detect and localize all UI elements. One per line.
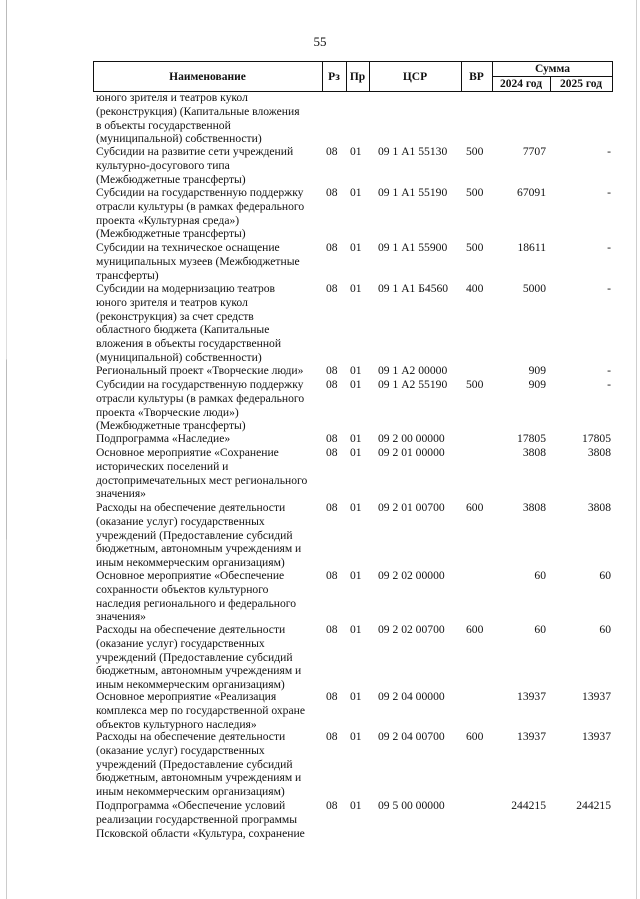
row-sum-2024: 5000	[522, 282, 546, 295]
row-rz: 08	[326, 378, 338, 391]
row-sum-2025: -	[607, 364, 611, 377]
row-vr: 500	[466, 145, 484, 158]
row-rz: 08	[326, 241, 338, 254]
row-sum-2024: 13937	[517, 730, 546, 743]
row-pr: 01	[350, 186, 362, 199]
header-pr: Пр	[349, 70, 366, 83]
row-sum-2025: 3808	[587, 446, 611, 459]
row-vr: 500	[466, 186, 484, 199]
row-rz: 08	[326, 623, 338, 636]
row-name: Расходы на обеспечение деятельности (оказание услуг) государственных учреждений (Предоставление субсидий бюджетным, автономным учреждениям и иным некоммерческим организациям)	[96, 623, 302, 692]
page-number: 55	[313, 34, 327, 49]
row-rz: 08	[326, 730, 338, 743]
row-sum-2025: 60	[599, 569, 611, 582]
row-rz: 08	[326, 501, 338, 514]
row-pr: 01	[350, 446, 362, 459]
header-2024: 2024 год	[499, 78, 543, 90]
row-sum-2025: 244215	[576, 799, 611, 812]
row-sum-2025: 3808	[587, 501, 611, 514]
row-name: Субсидии на государственную поддержку отрасли культуры (в рамках федерального проекта «Творческие люди») (Межбюджетные трансферты)	[96, 378, 305, 433]
row-csr: 09 1 А1 55190	[378, 186, 448, 199]
row-name: Расходы на обеспечение деятельности (оказание услуг) государственных учреждений (Предоставление субсидий бюджетным, автономным учреждениям и иным некоммерческим организациям)	[96, 730, 302, 799]
row-sum-2025: -	[607, 145, 611, 158]
row-pr: 01	[350, 432, 362, 445]
row-rz: 08	[326, 282, 338, 295]
row-sum-2025: 17805	[582, 432, 611, 445]
row-vr: 500	[466, 378, 484, 391]
row-rz: 08	[326, 446, 338, 459]
row-pr: 01	[350, 145, 362, 158]
row-csr: 09 2 01 00000	[378, 446, 445, 459]
row-csr: 09 2 04 00000	[378, 690, 445, 703]
row-pr: 01	[350, 282, 362, 295]
row-csr: 09 1 А1 Б4560	[378, 282, 449, 295]
row-csr: 09 1 А1 55130	[378, 145, 448, 158]
row-rz: 08	[326, 690, 338, 703]
row-sum-2024: 7707	[522, 145, 546, 158]
header-rz: Рз	[328, 70, 340, 83]
row-pr: 01	[350, 690, 362, 703]
row-sum-2024: 3808	[522, 501, 546, 514]
row-vr: 500	[466, 241, 484, 254]
row-csr: 09 2 02 00700	[378, 623, 445, 636]
row-rz: 08	[326, 432, 338, 445]
row-pr: 01	[350, 364, 362, 377]
row-sum-2024: 17805	[517, 432, 546, 445]
row-rz: 08	[326, 145, 338, 158]
row-sum-2024: 3808	[522, 446, 546, 459]
header-vr: ВР	[469, 70, 484, 83]
row-vr: 600	[466, 623, 484, 636]
row-name: юного зрителя и театров кукол (реконструкция) (Капитальные вложения в объекты государственной (муниципальной) собственности)	[96, 91, 300, 146]
row-name: Субсидии на развитие сети учреждений культурно-досугового типа (Межбюджетные трансферты)	[96, 145, 294, 186]
row-name: Субсидии на государственную поддержку отрасли культуры (в рамках федерального проекта «Культурная среда») (Межбюджетные трансферты)	[96, 186, 305, 241]
row-sum-2025: -	[607, 241, 611, 254]
row-csr: 09 1 А2 00000	[378, 364, 448, 377]
header-csr: ЦСР	[402, 70, 428, 83]
row-csr: 09 5 00 00000	[378, 799, 445, 812]
row-sum-2024: 909	[528, 378, 546, 391]
header-2025: 2025 год	[559, 78, 603, 90]
row-name: Расходы на обеспечение деятельности (оказание услуг) государственных учреждений (Предоставление субсидий бюджетным, автономным учреждениям и иным некоммерческим организациям)	[96, 501, 302, 570]
row-rz: 08	[326, 186, 338, 199]
row-vr: 600	[466, 730, 484, 743]
row-csr: 09 2 00 00000	[378, 432, 445, 445]
row-csr: 09 2 04 00700	[378, 730, 445, 743]
row-name: Подпрограмма «Наследие»	[96, 432, 231, 445]
scan-edge-left	[6, 0, 7, 899]
header-name: Наименование	[169, 70, 246, 83]
row-sum-2025: 13937	[582, 730, 611, 743]
row-pr: 01	[350, 241, 362, 254]
row-rz: 08	[326, 364, 338, 377]
row-name: Основное мероприятие «Сохранение исторических поселений и достопримечательных мест регионального значения»	[96, 446, 308, 501]
row-sum-2024: 60	[534, 623, 546, 636]
table-header	[93, 61, 613, 92]
row-vr: 600	[466, 501, 484, 514]
row-name: Основное мероприятие «Обеспечение сохранности объектов культурного наследия регионального и федерального значения»	[96, 569, 297, 624]
row-pr: 01	[350, 623, 362, 636]
header-sum: Сумма	[535, 62, 570, 75]
row-sum-2025: -	[607, 282, 611, 295]
row-sum-2024: 60	[534, 569, 546, 582]
row-sum-2024: 909	[528, 364, 546, 377]
row-name: Субсидии на модернизацию театров юного зрителя и театров кукол (реконструкция) за счет средств областного бюджета (Капитальные вложения в объекты государственной (муниципальной) собственности)	[96, 282, 282, 364]
row-pr: 01	[350, 799, 362, 812]
row-sum-2024: 18611	[517, 241, 546, 254]
row-sum-2025: 60	[599, 623, 611, 636]
row-name: Подпрограмма «Обеспечение условий реализации государственной программы Псковской области «Культура, сохранение	[96, 799, 305, 840]
row-csr: 09 1 А2 55190	[378, 378, 448, 391]
row-pr: 01	[350, 569, 362, 582]
row-rz: 08	[326, 569, 338, 582]
row-sum-2025: -	[607, 378, 611, 391]
row-sum-2024: 67091	[517, 186, 546, 199]
row-csr: 09 1 А1 55900	[378, 241, 448, 254]
row-pr: 01	[350, 730, 362, 743]
row-pr: 01	[350, 501, 362, 514]
row-csr: 09 2 01 00700	[378, 501, 445, 514]
row-sum-2025: -	[607, 186, 611, 199]
row-sum-2024: 244215	[511, 799, 546, 812]
scan-edge-right	[636, 0, 637, 899]
row-pr: 01	[350, 378, 362, 391]
row-sum-2024: 13937	[517, 690, 546, 703]
row-name: Региональный проект «Творческие люди»	[96, 364, 304, 377]
row-rz: 08	[326, 799, 338, 812]
row-name: Субсидии на техническое оснащение муниципальных музеев (Межбюджетные трансферты)	[96, 241, 300, 282]
row-vr: 400	[466, 282, 484, 295]
row-csr: 09 2 02 00000	[378, 569, 445, 582]
row-name: Основное мероприятие «Реализация комплекса мер по государственной охране объектов культурного наследия»	[96, 690, 305, 731]
row-sum-2025: 13937	[582, 690, 611, 703]
